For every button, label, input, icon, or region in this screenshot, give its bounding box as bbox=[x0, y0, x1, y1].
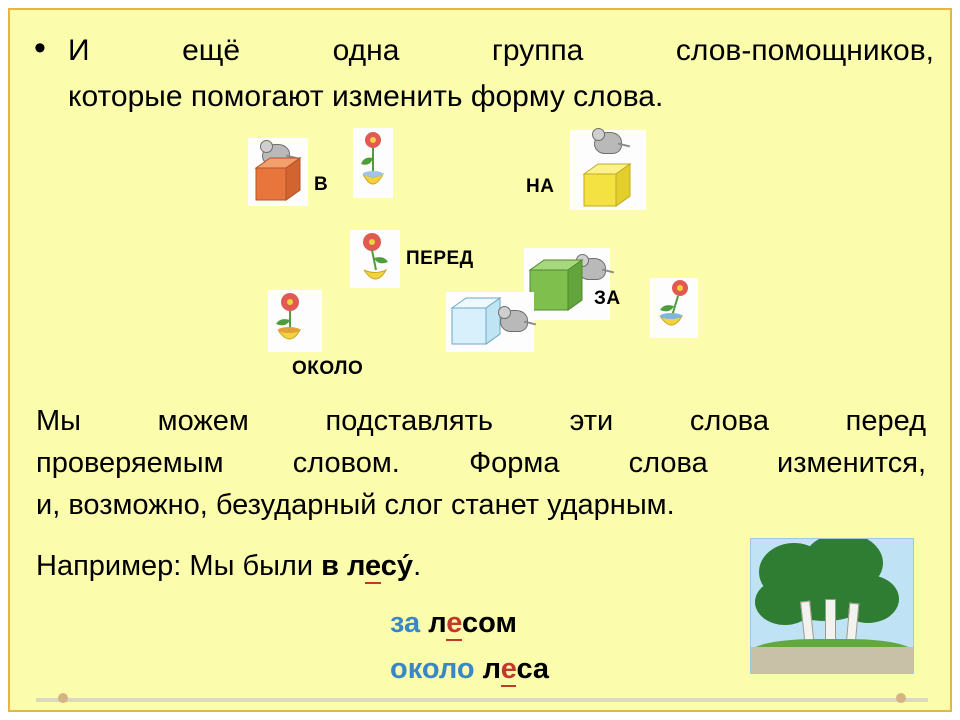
example-prefix: Например: Мы были bbox=[36, 550, 322, 582]
tile-na bbox=[570, 130, 646, 210]
variant-1-word-start: л bbox=[428, 607, 447, 639]
example-preposition: в bbox=[321, 550, 339, 582]
decorative-dot-right bbox=[896, 693, 906, 703]
slide-canvas bbox=[8, 8, 952, 712]
example-variants bbox=[390, 600, 810, 692]
ground-icon bbox=[751, 647, 913, 673]
variant-2-word-end: са bbox=[516, 653, 550, 685]
preposition-label-pered: ПЕРЕД bbox=[406, 248, 474, 269]
variant-2-preposition: около bbox=[390, 653, 475, 685]
variant-1-word-accent: е bbox=[446, 607, 463, 639]
paragraph-explanation-line-2: проверяемым словом. Форма слова изменится, bbox=[36, 447, 926, 479]
preposition-label-okolo: ОКОЛО bbox=[292, 358, 364, 379]
tile-glass-box bbox=[446, 292, 534, 352]
birch-tree-image bbox=[750, 538, 914, 674]
preposition-illustrations bbox=[10, 130, 954, 379]
variant-1-preposition: за bbox=[390, 607, 421, 639]
flower-vase-icon bbox=[268, 290, 322, 352]
tile-okolo-flower bbox=[268, 290, 322, 352]
bullet-line-1: И ещё одна группа слов-помощников, bbox=[68, 34, 934, 67]
variant-2-word-start: л bbox=[482, 653, 501, 685]
yellow-box-icon bbox=[570, 130, 646, 210]
example-period: . bbox=[413, 550, 422, 582]
flower-vase-icon bbox=[350, 230, 400, 288]
tile-v bbox=[248, 138, 308, 206]
variant-2-word-accent: е bbox=[500, 653, 517, 685]
example-word-end: су́ bbox=[380, 550, 414, 582]
flower-vase-icon bbox=[353, 128, 393, 198]
preposition-label-v: В bbox=[314, 174, 329, 195]
variant-1-word-end: сом bbox=[462, 607, 517, 639]
example-variant-2 bbox=[390, 646, 810, 692]
example-word-accent: е bbox=[365, 550, 381, 582]
example-variant-1 bbox=[390, 600, 810, 646]
mouse-icon bbox=[500, 310, 528, 332]
preposition-label-za: ЗА bbox=[594, 288, 621, 309]
decorative-dot-left bbox=[58, 693, 68, 703]
flower-vase-icon bbox=[650, 278, 698, 338]
example-word-start: л bbox=[347, 550, 366, 582]
orange-box-icon bbox=[248, 138, 308, 206]
bullet-paragraph bbox=[34, 28, 934, 120]
preposition-label-na: НА bbox=[526, 176, 555, 197]
tile-flower-2 bbox=[650, 278, 698, 338]
tile-flower-1 bbox=[353, 128, 393, 198]
paragraph-explanation-line-3: и, возможно, безударный слог станет ударным. bbox=[36, 489, 675, 521]
paragraph-explanation-line-1: Мы можем подставлять эти слова перед bbox=[36, 405, 926, 437]
tile-pered bbox=[350, 230, 400, 288]
bottom-divider bbox=[36, 698, 928, 702]
paragraph-explanation bbox=[36, 400, 926, 526]
bullet-text bbox=[68, 28, 934, 120]
foliage-icon bbox=[837, 575, 899, 623]
bullet-line-2: которые помогают изменить форму слова. bbox=[68, 80, 664, 113]
bullet-marker: • bbox=[34, 29, 46, 67]
paragraph-example bbox=[36, 545, 736, 587]
